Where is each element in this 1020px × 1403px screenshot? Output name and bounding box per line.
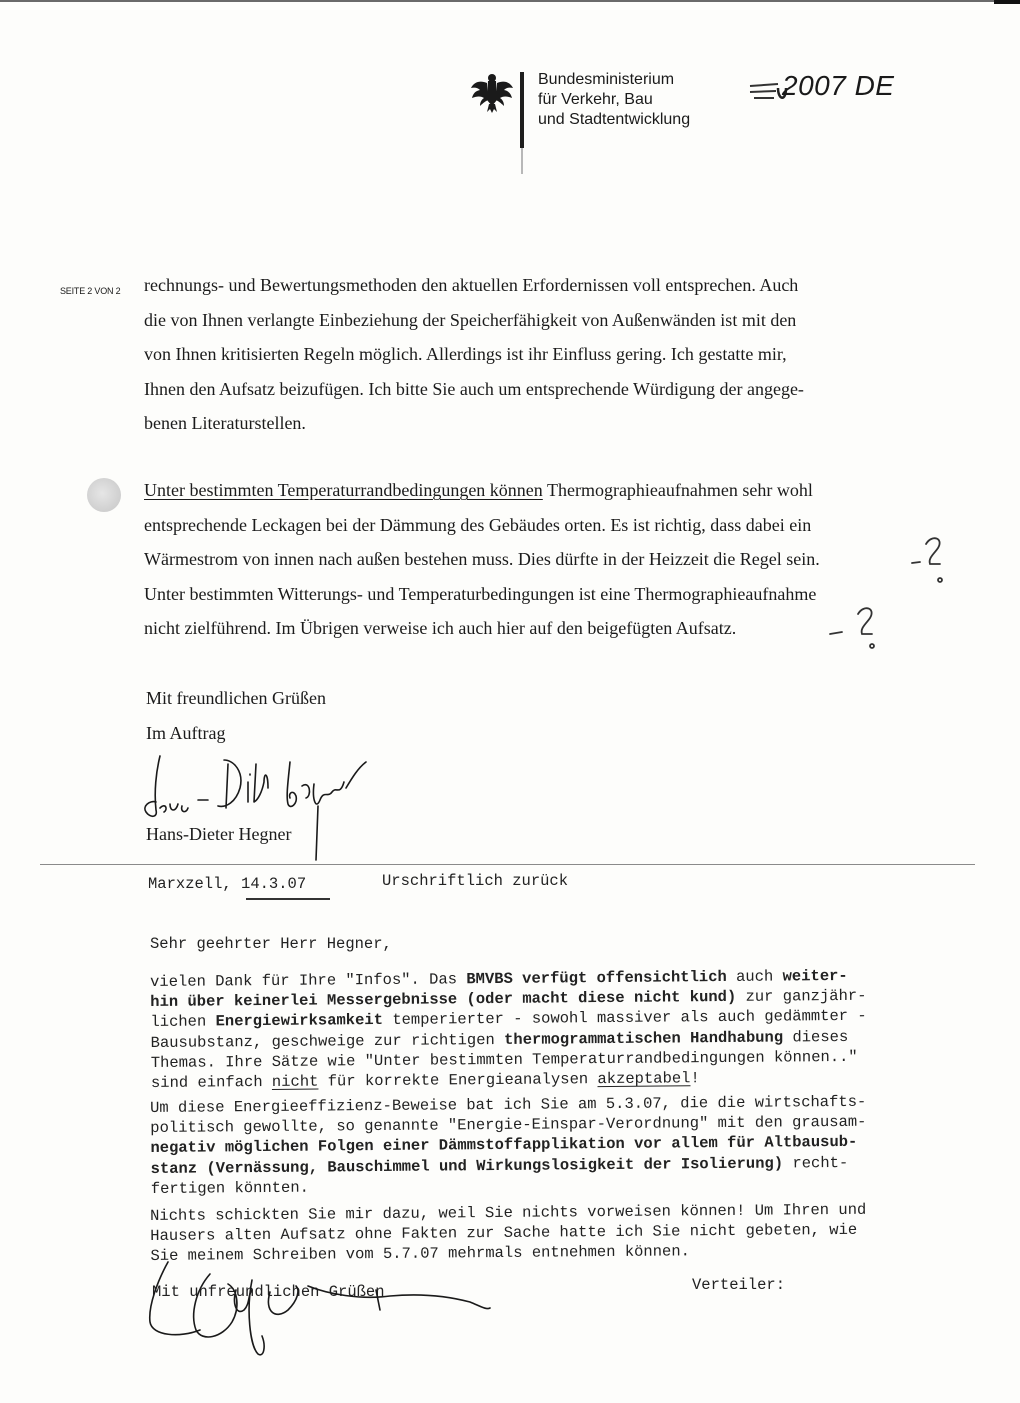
text-line: Nichts schickten Sie mir dazu, weil Sie nichts vorweisen können! Um Ihren und: [150, 1200, 867, 1225]
text-span: sind einfach: [150, 1072, 272, 1093]
ministry-line: für Verkehr, Bau: [538, 91, 653, 108]
ministry-name: [538, 70, 690, 130]
text-line: entsprechende Leckagen bei der Dämmung des Gebäudes orten. Es ist richtig, dass dabei ein: [144, 514, 812, 535]
reply-note: Urschriftlich zurück: [382, 872, 569, 890]
underlined-span: nicht: [271, 1072, 319, 1091]
text-line: [144, 473, 904, 508]
letterhead-bar: [520, 72, 524, 148]
bold-span: weiter-: [782, 966, 848, 986]
text-span: auch: [726, 967, 783, 986]
letter-paragraph-2: [144, 473, 904, 646]
bold-span: BMVBS verfügt offensichtlich: [466, 967, 727, 989]
text-line: Themas. Ihre Sätze wie "Unter bestimmten Temperaturrandbedingungen können..": [150, 1047, 858, 1072]
reply-salutation: Sehr geehrter Herr Hegner,: [150, 935, 392, 953]
bold-span: Energiewirksamkeit: [215, 1011, 384, 1031]
text-span: zur ganzjähr-: [736, 986, 867, 1007]
text-span: lichen: [150, 1012, 216, 1032]
bold-span: hin über keinerlei Messergebnisse (oder macht diese nicht kund): [150, 988, 737, 1012]
text-span: Bausubstanz, geschweige zur richtigen: [150, 1030, 505, 1052]
handwritten-signature: [140, 752, 380, 862]
reply-paragraph-2: [150, 1091, 951, 1199]
distribution-label: Verteiler:: [692, 1276, 786, 1294]
text-line: rechnungs- und Bewertungsmethoden den aktuellen Erfordernissen voll entsprechen. Auch: [144, 275, 799, 295]
text-line: Wärmestrom von innen nach außen bestehen muss. Dies dürfte in der Heizzeit die Regel sein.: [144, 549, 820, 569]
text-span: vielen Dank für Ihre "Infos". Das: [150, 970, 467, 991]
text-span: temperierter - sowohl massiver als auch gedämmter -: [382, 1007, 867, 1030]
reply-place-date: [148, 875, 306, 893]
bold-span: thermogrammatischen Handhabung: [503, 1028, 784, 1049]
text-line: fertigen könnten.: [150, 1178, 310, 1198]
text-line: nicht zielführend. Im Übrigen verweise ich auch hier auf den beigefügten Aufsatz.: [144, 618, 737, 638]
hole-punch-mark: [87, 478, 121, 512]
ministry-line: und Stadtentwicklung: [538, 111, 691, 128]
text-span: für korrekte Energieanalysen: [318, 1070, 598, 1091]
text-span: Thermographieaufnahmen sehr wohl: [542, 480, 813, 500]
text-line: Ihnen den Aufsatz beizufügen. Ich bitte Sie auch um entsprechende Würdigung der angege-: [144, 378, 804, 399]
reply-paragraph-1: [150, 965, 951, 1093]
text-span: dieses: [783, 1027, 849, 1047]
text-line: Sie meinem Schreiben vom 5.7.07 mehrmals entnehmen können.: [150, 1242, 690, 1266]
text-line: politisch gewollte, so genannte "Energie-Einspar-Verordnung" mit den grausam-: [150, 1112, 867, 1138]
reply-place: Marxzell,: [148, 875, 232, 893]
scan-corner-mark: [994, 0, 1020, 4]
text-span: recht-: [783, 1153, 849, 1173]
page-number-label: SEITE 2 VON 2: [60, 286, 121, 296]
closing-greeting: Mit freundlichen Grüßen: [146, 688, 326, 708]
text-line: Unter bestimmten Witterungs- und Temperaturbedingungen ist eine Thermographieaufnahme: [144, 583, 817, 604]
text-line: benen Literaturstellen.: [144, 413, 306, 433]
underlined-phrase: Unter bestimmten Temperaturrandbedingungen können: [144, 480, 543, 500]
text-line: Um diese Energieeffizienz-Beweise bat ich Sie am 5.3.07, die die wirtschafts-: [150, 1092, 867, 1117]
text-line: die von Ihnen verlangte Einbeziehung der Speicherfähigkeit von Außenwänden ist mit den: [144, 309, 797, 330]
letterhead-bar-fade: [521, 148, 523, 174]
underlined-span: akzeptabel: [597, 1069, 691, 1089]
stamp-text: 2007 DE: [782, 70, 895, 101]
federal-eagle-icon: [470, 70, 514, 114]
text-line: negativ möglichen Folgen einer Dämmstoffapplikation vor allem für Altbausub-: [150, 1133, 858, 1158]
text-span: !: [690, 1069, 700, 1088]
date-underline: [246, 898, 330, 900]
letter-paragraph-1: [144, 268, 904, 441]
closing-by-order: Im Auftrag: [146, 723, 226, 743]
handwritten-signature-reply: [140, 1250, 510, 1360]
text-line: Hausers alten Aufsatz ohne Fakten zur Sache hatte ich Sie nicht gebeten, wie: [150, 1221, 858, 1246]
reply-date: 14.3.07: [241, 875, 307, 893]
signer-name: Hans-Dieter Hegner: [146, 824, 292, 844]
scan-edge-line: [0, 0, 1020, 2]
bold-span: stanz (Vernässung, Bauschimmel und Wirkungslosigkeit der Isolierung): [150, 1154, 784, 1178]
divider-line: [40, 864, 975, 865]
ministry-line: Bundesministerium: [538, 71, 675, 88]
handwritten-question-marks: [820, 530, 960, 660]
reply-closing-greeting: Mit unfreundlichen Grüßen: [152, 1283, 385, 1301]
text-line: von Ihnen kritisierten Regeln möglich. Allerdings ist ihr Einfluss gering. Ich gestatte mir,: [144, 344, 787, 364]
